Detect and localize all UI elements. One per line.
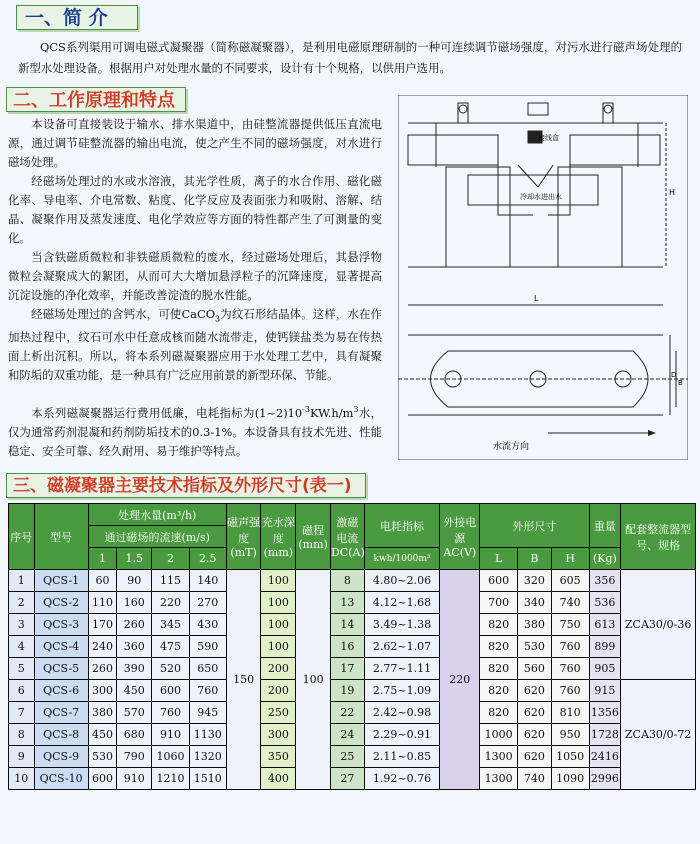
header-speed-2: 2	[152, 548, 190, 570]
cell-current: 25	[330, 746, 364, 768]
cell-model: QCS-1	[34, 570, 88, 592]
cell-idx: 10	[9, 768, 35, 790]
cell-dim-b: 320	[518, 570, 552, 592]
header-mag: 磁声强度(mT)	[226, 504, 261, 570]
section-title-table: 三、磁凝聚器主要技术指标及外形尺寸(表一)	[6, 473, 366, 498]
cell-model: QCS-8	[34, 724, 88, 746]
cell-fill: 100	[261, 636, 296, 658]
label-junction-box: 接线盒	[538, 134, 559, 142]
header-dim-b: B	[518, 548, 552, 570]
cell-q1: 600	[88, 768, 117, 790]
cell-idx: 9	[9, 746, 35, 768]
principle-text-1: 本设备可直接装设于输水、排水渠道中，由硅整流器提供低压直流电源，通过调节硅整流器的输出电流，使之产生不同的磁场强度，对水进行磁场处理。	[8, 117, 382, 169]
principle-paragraph-5	[8, 400, 382, 461]
cell-current: 27	[330, 768, 364, 790]
principle-text-5-sup2: 3	[353, 405, 359, 414]
cell-current: 24	[330, 724, 364, 746]
cell-model: QCS-2	[34, 592, 88, 614]
cell-dim-h: 605	[551, 570, 589, 592]
header-matching: 配套整流器型号、规格	[621, 504, 696, 570]
cell-q15: 390	[117, 658, 152, 680]
cell-dim-l: 700	[480, 592, 518, 614]
cell-weight: 1728	[589, 724, 621, 746]
cell-q2: 600	[152, 680, 190, 702]
cell-q25: 760	[189, 680, 226, 702]
table-header-row-1	[9, 504, 696, 526]
table-row	[9, 636, 696, 658]
principle-text-4-sub: 3	[215, 314, 221, 324]
device-drawing	[398, 95, 688, 460]
cell-dim-b: 740	[518, 768, 552, 790]
cell-q15: 680	[117, 724, 152, 746]
cell-current: 17	[330, 658, 364, 680]
cell-power: 4.80~2.06	[364, 570, 440, 592]
cell-dim-b: 340	[518, 592, 552, 614]
header-power-unit: kwh/1000m³	[364, 548, 440, 570]
cell-q25: 270	[189, 592, 226, 614]
principle-paragraph-3	[8, 248, 382, 305]
cell-fill: 100	[261, 592, 296, 614]
cell-q1: 450	[88, 724, 117, 746]
label-dim-b: B	[678, 379, 683, 387]
cell-weight: 899	[589, 636, 621, 658]
cell-ac: 220	[440, 570, 480, 790]
header-flow: 处理水量(m³/h)	[88, 504, 226, 526]
cell-weight: 536	[589, 592, 621, 614]
cell-fill: 300	[261, 724, 296, 746]
principle-text-5c: 水，仅为通常药剂混凝和药剂防垢技术的0.3-1%。本设备具有技术先进、性能稳定、安全可靠、经久耐用、易于维护等特点。	[8, 405, 382, 458]
cell-weight: 915	[589, 680, 621, 702]
cell-dim-b: 620	[518, 746, 552, 768]
cell-q15: 910	[117, 768, 152, 790]
cell-idx: 3	[9, 614, 35, 636]
cell-matching-1: ZCA30/0-36	[621, 570, 696, 680]
cell-power: 4.12~1.68	[364, 592, 440, 614]
cell-q2: 1060	[152, 746, 190, 768]
cell-idx: 7	[9, 702, 35, 724]
cell-model: QCS-5	[34, 658, 88, 680]
label-dim-l: L	[534, 294, 539, 303]
cell-q2: 220	[152, 592, 190, 614]
table-row	[9, 658, 696, 680]
label-flow-direction: 水流方向	[493, 442, 530, 452]
cell-idx: 1	[9, 570, 35, 592]
intro-text: QCS系列渠用可调电磁式凝聚器（简称磁凝聚器），是利用电磁原理研制的一种可连续调节磁场强度，对污水进行磁声场处理的新型水处理设备。根据用户对处理水量的不同要求，设计有十个规格，以供用户选用。	[18, 40, 682, 75]
cell-dim-l: 1300	[480, 746, 518, 768]
header-idx: 序号	[9, 504, 35, 570]
table-row	[9, 702, 696, 724]
cell-q1: 240	[88, 636, 117, 658]
principle-paragraph-2	[8, 172, 382, 248]
cell-q25: 140	[189, 570, 226, 592]
header-speed-1.5: 1.5	[117, 548, 152, 570]
cell-dim-h: 1050	[551, 746, 589, 768]
cell-dim-b: 380	[518, 614, 552, 636]
cell-dim-h: 760	[551, 636, 589, 658]
cell-fill: 250	[261, 702, 296, 724]
cell-weight: 2416	[589, 746, 621, 768]
cell-q25: 650	[189, 658, 226, 680]
label-dim-d: D	[671, 371, 677, 379]
cell-power: 2.77~1.11	[364, 658, 440, 680]
cell-q15: 790	[117, 746, 152, 768]
cell-dim-l: 1000	[480, 724, 518, 746]
cell-dim-l: 820	[480, 614, 518, 636]
cell-matching-2: ZCA30/0-72	[621, 680, 696, 790]
cell-dim-h: 810	[551, 702, 589, 724]
cell-q1: 110	[88, 592, 117, 614]
cell-dim-l: 600	[480, 570, 518, 592]
cell-model: QCS-4	[34, 636, 88, 658]
cell-dim-l: 820	[480, 702, 518, 724]
principle-text-2: 经磁场处理过的水或水溶液，其光学性质，离子的水合作用、磁化磁化率、导电率、介电常数、粘度、化学反应及表面张力和吸附、溶解、结晶、凝聚作用及蒸发速度、电化学效应等方面的特性都产生了可测量的变化。	[8, 174, 382, 245]
cell-q1: 380	[88, 702, 117, 724]
table-row	[9, 680, 696, 702]
cell-power: 1.92~0.76	[364, 768, 440, 790]
cell-fill: 100	[261, 570, 296, 592]
cell-power: 2.62~1.07	[364, 636, 440, 658]
cell-dim-h: 750	[551, 614, 589, 636]
cell-model: QCS-7	[34, 702, 88, 724]
table-row	[9, 746, 696, 768]
cell-current: 8	[330, 570, 364, 592]
header-dim-l: L	[480, 548, 518, 570]
principle-text-5a: 本系列磁凝聚器运行费用低廉，电耗指标为(1~2)10	[31, 405, 303, 420]
principle-text-5-sup: -3	[302, 405, 310, 414]
header-weight-unit: (Kg)	[589, 548, 621, 570]
cell-pole: 100	[296, 570, 331, 790]
cell-q2: 475	[152, 636, 190, 658]
label-cooling: 冷却水进出水	[520, 193, 562, 201]
cell-dim-l: 820	[480, 680, 518, 702]
drawing-frame	[398, 95, 688, 460]
table-row	[9, 768, 696, 790]
header-dim-h: H	[551, 548, 589, 570]
cell-fill: 100	[261, 614, 296, 636]
cell-model: QCS-6	[34, 680, 88, 702]
principle-text-4b: 为纹石形结晶体。这样，水在作加热过程中，纹石可水中任意成核而随水流带走，使钙镁盐类为易在传热面上析出沉积。所以，将本系列磁凝聚器应用于水处理工艺中，具有凝聚和防垢的双重功能，是一种具有广泛应用前景的新型环保、节能。	[8, 307, 382, 383]
cell-dim-h: 760	[551, 680, 589, 702]
section-title-intro: 一、简 介	[16, 5, 138, 30]
principle-text-4a: 经磁场处理过的含钙水，可使CaCO	[31, 307, 216, 321]
cell-idx: 8	[9, 724, 35, 746]
spec-table	[8, 503, 696, 790]
cell-q2: 520	[152, 658, 190, 680]
cell-power: 3.49~1.38	[364, 614, 440, 636]
cell-q1: 170	[88, 614, 117, 636]
cell-weight: 613	[589, 614, 621, 636]
cell-fill: 200	[261, 680, 296, 702]
cell-current: 16	[330, 636, 364, 658]
cell-fill: 200	[261, 658, 296, 680]
table-row	[9, 570, 696, 592]
cell-dim-b: 620	[518, 724, 552, 746]
cell-power: 2.29~0.91	[364, 724, 440, 746]
cell-dim-l: 820	[480, 658, 518, 680]
cell-q15: 160	[117, 592, 152, 614]
cell-dim-b: 620	[518, 680, 552, 702]
cell-fill: 350	[261, 746, 296, 768]
cell-dim-h: 1090	[551, 768, 589, 790]
cell-idx: 5	[9, 658, 35, 680]
cell-q1: 530	[88, 746, 117, 768]
cell-dim-h: 760	[551, 658, 589, 680]
cell-q15: 90	[117, 570, 152, 592]
principle-text-5b: KW.h/m	[309, 405, 354, 420]
header-fill: 充水深度(mm)	[261, 504, 296, 570]
cell-q2: 910	[152, 724, 190, 746]
table-row	[9, 724, 696, 746]
cell-q25: 1510	[189, 768, 226, 790]
header-speed-2.5: 2.5	[189, 548, 226, 570]
principle-paragraph-4	[8, 305, 382, 385]
cell-dim-b: 620	[518, 702, 552, 724]
table-row	[9, 614, 696, 636]
cell-model: QCS-9	[34, 746, 88, 768]
cell-current: 22	[330, 702, 364, 724]
header-model: 型号	[34, 504, 88, 570]
cell-current: 14	[330, 614, 364, 636]
cell-mag-strength: 150	[226, 570, 261, 790]
cell-current: 13	[330, 592, 364, 614]
cell-q25: 1320	[189, 746, 226, 768]
cell-idx: 4	[9, 636, 35, 658]
cell-fill: 400	[261, 768, 296, 790]
cell-q25: 945	[189, 702, 226, 724]
cell-dim-b: 560	[518, 658, 552, 680]
cell-current: 19	[330, 680, 364, 702]
cell-power: 2.75~1.09	[364, 680, 440, 702]
section-title-principle: 二、工作原理和特点	[6, 87, 186, 112]
cell-q2: 115	[152, 570, 190, 592]
header-current: 激磁电流DC(A)	[330, 504, 364, 570]
cell-q2: 345	[152, 614, 190, 636]
cell-q25: 590	[189, 636, 226, 658]
principle-text-3: 当含铁磁质微粒和非铁磁质微粒的废水，经过磁场处理后，其悬浮物微粒会凝聚成大的絮团，从而可大大增加悬浮粒子的沉降速度，显著提高沉淀设施的净化效率，并能改善淀渣的脱水性能。	[8, 250, 382, 302]
cell-weight: 1356	[589, 702, 621, 724]
cell-q1: 60	[88, 570, 117, 592]
cell-idx: 6	[9, 680, 35, 702]
header-dimensions: 外形尺寸	[480, 504, 589, 548]
cell-q1: 300	[88, 680, 117, 702]
cell-q25: 430	[189, 614, 226, 636]
cell-q25: 1130	[189, 724, 226, 746]
cell-q2: 760	[152, 702, 190, 724]
cell-q1: 260	[88, 658, 117, 680]
cell-weight: 905	[589, 658, 621, 680]
cell-model: QCS-3	[34, 614, 88, 636]
cell-q15: 570	[117, 702, 152, 724]
cell-q2: 1210	[152, 768, 190, 790]
header-flow-sub: 通过磁场的流速(m/s)	[88, 526, 226, 548]
label-dim-h: H	[669, 188, 676, 197]
cell-dim-h: 950	[551, 724, 589, 746]
cell-power: 2.11~0.85	[364, 746, 440, 768]
cell-idx: 2	[9, 592, 35, 614]
header-speed-1: 1	[88, 548, 117, 570]
cell-dim-h: 740	[551, 592, 589, 614]
intro-paragraph	[18, 37, 682, 79]
principle-paragraph-1	[8, 115, 382, 172]
cell-q15: 260	[117, 614, 152, 636]
cell-dim-b: 530	[518, 636, 552, 658]
cell-dim-l: 820	[480, 636, 518, 658]
header-power: 电耗指标	[364, 504, 440, 548]
table-row	[9, 592, 696, 614]
header-pole: 磁程(mm)	[296, 504, 331, 570]
cell-q15: 450	[117, 680, 152, 702]
cell-weight: 356	[589, 570, 621, 592]
cell-power: 2.42~0.98	[364, 702, 440, 724]
cell-q15: 360	[117, 636, 152, 658]
header-weight: 重量	[589, 504, 621, 548]
cell-model: QCS-10	[34, 768, 88, 790]
header-ac: 外接电源AC(V)	[440, 504, 480, 570]
cell-weight: 2996	[589, 768, 621, 790]
cell-dim-l: 1300	[480, 768, 518, 790]
